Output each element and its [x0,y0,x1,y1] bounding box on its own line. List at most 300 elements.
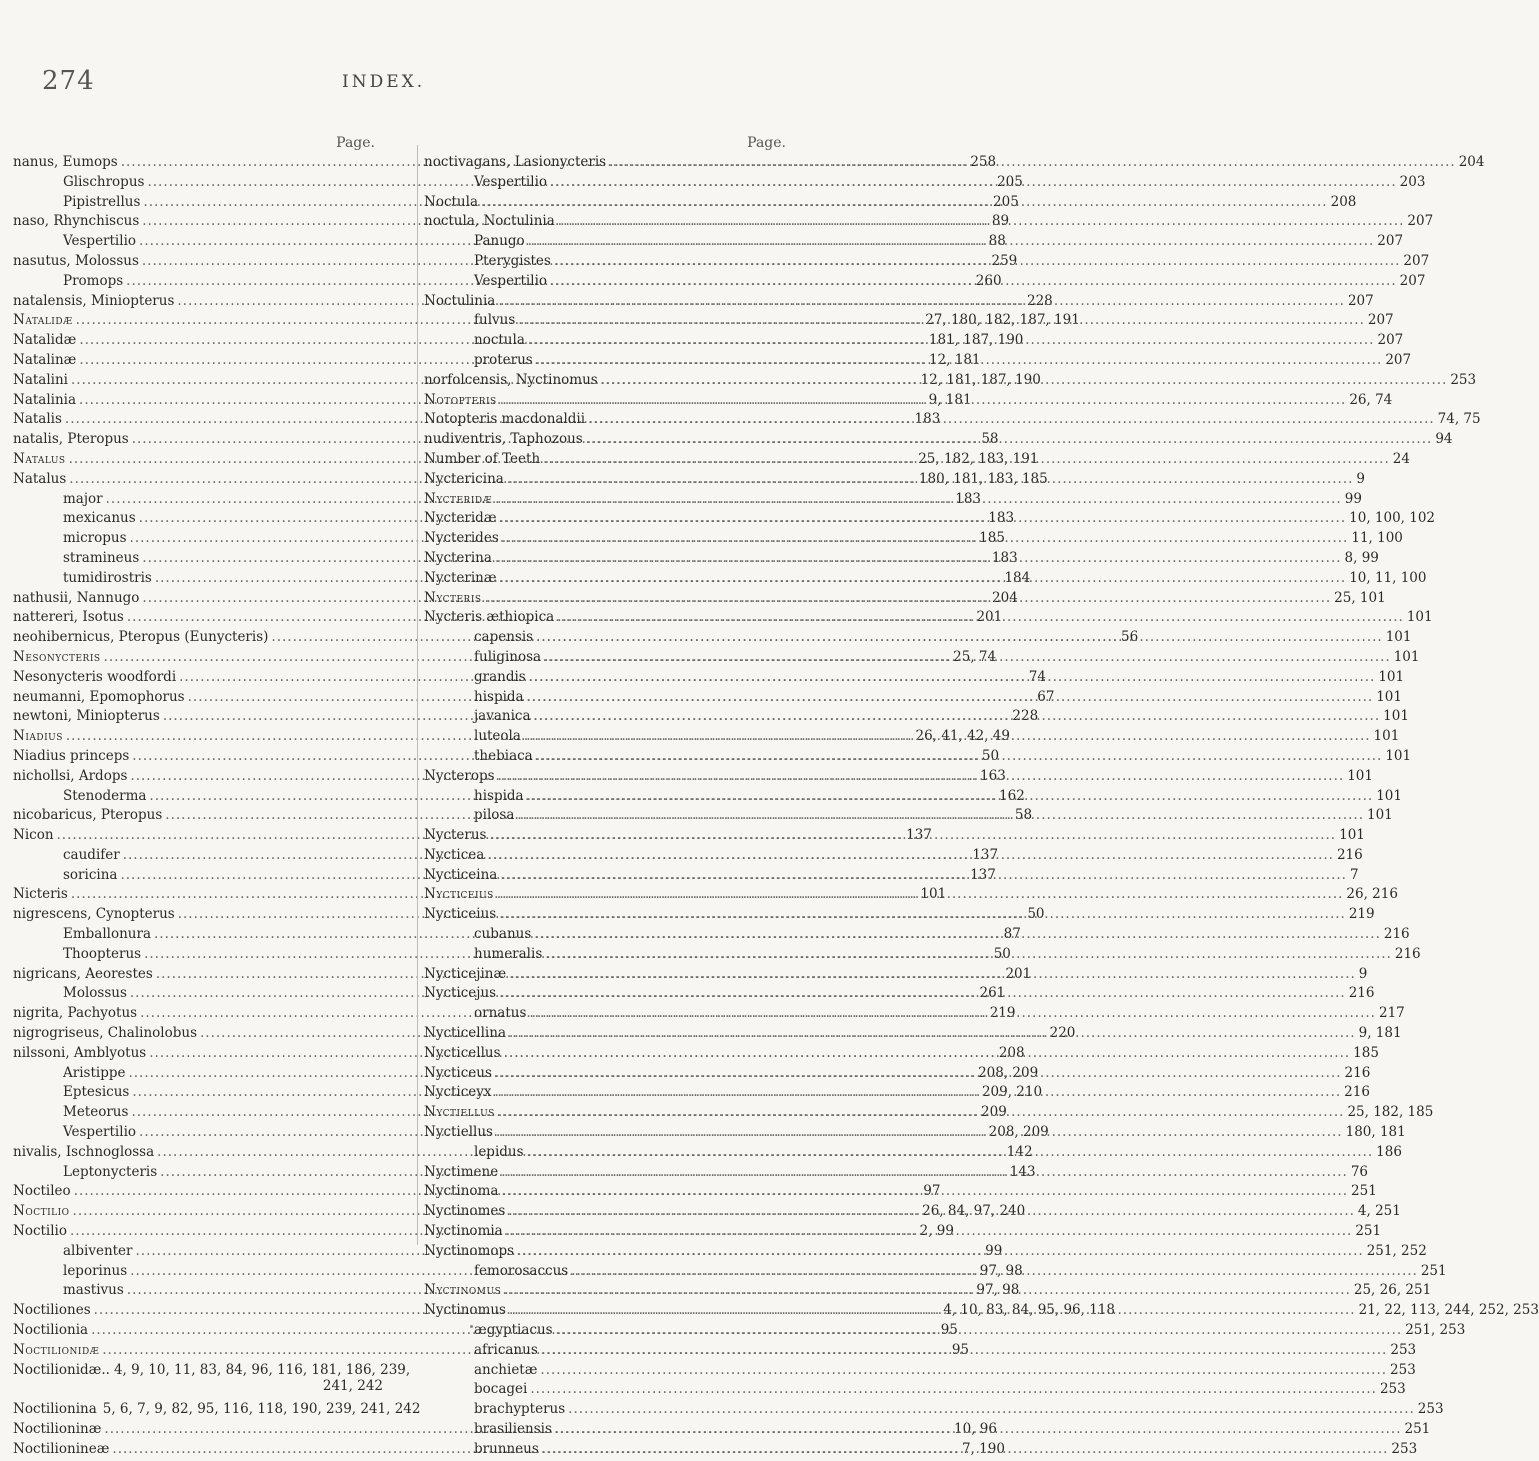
entry-pages: 207 [1399,272,1426,289]
dot-leader [508,1203,1355,1219]
ink-blot [470,1325,473,1328]
entry-pages: 209, 210 [981,1084,1043,1101]
entry-pages: 101 [1367,807,1393,824]
entry-pages: 5, 6, 7, 9, 82, 95, 116, 118, 190, 239, 241, 242 [102,1401,421,1418]
entry-pages: 216 [1383,926,1410,943]
dot-leader [528,233,1375,249]
entry-pages: 25, 101 [1334,589,1386,606]
dot-leader [504,1045,1351,1061]
entry-name: noctula [474,332,525,349]
entry-pages: 4, 251 [1357,1203,1401,1220]
entry-pages: 12, 181 [928,351,981,368]
entry-pages: 184 [1004,569,1031,586]
entry-name: mastivus [63,1282,124,1299]
entry-pages: 97, 98 [979,1262,1023,1279]
entry-name: nichollsi, Ardops [13,767,128,784]
entry-name: Nycticeina [424,866,498,883]
entry-pages: 253 [1390,1361,1416,1378]
entry-name: cubanus [474,926,532,943]
dot-leader [536,352,1383,368]
entry-name: Nyctiellus [424,1104,495,1121]
entry-pages: 258 [970,154,997,170]
dot-leader [557,609,1404,625]
entry-name: luteola [474,728,521,745]
dot-leader [527,788,1374,804]
entry-pages: 12, 181, 187, 190 [920,371,1041,388]
entry-name: Noctiliones [13,1302,91,1319]
dot-leader [501,1183,1348,1199]
entry-pages: 50 [993,945,1011,962]
entry-pages: 208, 209 [978,1064,1039,1081]
entry-pages: 74 [1028,668,1046,685]
entry-name: Meteorus [63,1104,129,1121]
entry-name: Natalus [13,450,66,467]
entry-pages: 10, 100, 102 [1349,510,1436,527]
entry-pages: 87 [1003,926,1021,943]
dot-leader [555,1421,1402,1437]
dot-leader [487,847,1334,863]
entry-name: nilssoni, Amblyotus [13,1044,147,1061]
entry-pages: 207 [1367,312,1394,329]
entry-name: Vespertilio [63,233,137,250]
entry-name: Nyctericina [424,470,504,487]
entry-pages: 180, 181 [1345,1124,1406,1141]
entry-name: naso, Rhynchiscus [13,213,140,230]
entry-pages: 99 [985,1242,1003,1259]
index-entry [424,1381,1406,1401]
dot-leader [498,293,1345,309]
entry-name: Nycticeus [424,1064,492,1081]
entry-pages: 253 [1391,1440,1418,1457]
entry-pages: 181, 187, 190 [928,332,1024,349]
entry-pages: 101 [1393,648,1420,665]
dot-leader [497,886,1344,902]
entry-pages: 9 [1358,965,1368,982]
entry-pages: 7, 190 [962,1440,1005,1457]
entry-name: javanica [474,708,531,725]
dot-leader [500,510,1347,526]
entry-name: Nycticejus [424,985,497,1002]
entry-pages: 228 [1012,708,1039,725]
entry-name: Noctula [424,193,478,210]
entry-pages: 11, 100 [1351,530,1403,547]
entry-name: Aristippe [63,1064,126,1081]
entry-name: Nycterinæ [424,569,497,586]
entry-name: Nycterina [424,549,492,566]
dot-leader [518,312,1365,328]
entry-pages: 26, 74 [1349,391,1393,408]
entry-name: Nycticeyx [424,1084,492,1101]
entry-pages: 207 [1407,213,1434,230]
entry-pages: 219 [989,1005,1016,1022]
entry-name: Nycticellina [424,1025,506,1042]
page-number: 274 [42,66,95,96]
entry-name: soricina [63,866,118,883]
entry-pages: 50 [1027,906,1045,923]
entry-name: Nyctinoma [424,1183,499,1200]
entry-pages: 101 [1339,827,1365,844]
entry-name: Nycterides [424,530,499,547]
entry-pages: 101 [1347,767,1373,784]
page-column-label: Page. [747,135,786,151]
entry-name: Natalidæ [13,312,73,329]
dot-leader [554,253,1401,269]
entry-pages: 204 [1458,154,1485,170]
entry-pages: 216 [1344,1084,1370,1101]
entry-pages: 253 [1450,371,1477,388]
dot-leader [588,411,1435,427]
entry-pages: 4, 10, 83, 84, 95, 96, 118 [943,1302,1115,1319]
entry-pages: 26, 84, 97, 240 [922,1203,1026,1220]
entry-pages: 9 [1356,470,1366,487]
entry-pages: 185 [1353,1044,1379,1061]
entry-name: anchietæ [474,1361,538,1378]
entry-name: Glischropus [63,173,145,190]
entry-name: Vespertilio [474,272,548,289]
entry-name: Natalus [13,470,67,487]
entry-pages: 4, 9, 10, 11, 83, 84, 96, 116, 181, 186, 239, [113,1361,411,1378]
entry-name: Nyctiellus [424,1124,493,1141]
index-entry [13,1401,421,1421]
dot-leader [540,1362,1387,1378]
entry-name: brasiliensis [474,1421,552,1437]
entry-name: femorosaccus [474,1262,569,1279]
entry-name: natalis, Pteropus [13,431,129,448]
page-header [0,66,800,100]
dot-leader [568,1401,1415,1417]
column-divider [417,145,418,1245]
entry-pages: 58 [981,431,999,448]
entry-name: Nycteridæ [424,510,497,527]
entry-pages: 183 [988,510,1015,527]
entry-name: Nesonycteris woodfordi [13,668,177,685]
entry-pages: 253 [1417,1401,1444,1418]
entry-name: Noctilio [13,1223,68,1240]
entry-pages: 185 [979,530,1005,547]
entry-pages: 25, 182, 185 [1347,1104,1434,1121]
dot-leader [490,827,1337,843]
entry-pages: 186 [1376,1143,1402,1160]
entry-pages: 260 [975,272,1002,289]
entry-pages: 101 [1376,787,1402,804]
entry-name: nanus, Eumops [13,154,118,170]
entry-name: Notopteris [424,391,497,408]
entry-name: hispida [474,787,524,804]
dot-leader [571,1263,1418,1279]
dot-leader [586,431,1433,447]
entry-pages: 216 [1394,945,1421,962]
dot-leader [485,590,1332,606]
entry-pages: 251, 253 [1405,1322,1466,1339]
entry-pages: 7 [1349,866,1359,883]
entry-pages: 26, 41, 42, 49 [915,728,1010,745]
entry-name: Nicteris [13,886,68,903]
entry-pages: 142 [1006,1143,1033,1160]
entry-name: Nyctimene [424,1163,499,1180]
entry-name: leporinus [63,1262,128,1279]
entry-name: nivalis, Ischnoglossa [13,1143,155,1160]
entry-name: neohibernicus, Pteropus (Eunycteris) [13,629,269,646]
dot-leader [509,1025,1356,1041]
entry-name: Nyctinomia [424,1223,503,1240]
entry-pages: 208, 209 [988,1124,1049,1141]
entry-name: nicobaricus, Pteropus [13,807,163,824]
entry-pages: 208 [1330,193,1357,210]
dot-leader [601,372,1448,388]
dot-leader [500,867,1347,883]
entry-name: Molossus [63,985,127,1002]
entry-pages: 251 [1351,1183,1377,1200]
entry-pages: 25, 74 [953,648,997,665]
entry-pages: 137 [972,846,999,863]
entry-name: Nyctinomus [424,1282,502,1299]
entry-name: Nyctinomops [424,1242,515,1259]
entry-pages: 183 [914,411,941,428]
entry-pages: 207 [1403,252,1430,269]
dot-leader [524,728,1371,744]
dot-leader [502,530,1349,546]
entry-name: Pipistrellus [63,193,141,210]
entry-name: bocagei [474,1381,528,1398]
dot-leader [534,926,1381,942]
dot-leader [542,1441,1389,1457]
entry-name: Emballonura [63,926,152,943]
entry-name: nigricans, Aeorestes [13,965,153,982]
entry-name: nathusii, Nannugo [13,589,140,606]
running-head: INDEX. [342,72,426,92]
entry-pages: 97, 98 [976,1282,1020,1299]
entry-name: Natalini [13,371,68,388]
dot-leader [534,708,1381,724]
entry-pages: 99 [1344,490,1362,507]
entry-name: Natalinia [13,391,77,408]
dot-leader [504,1282,1351,1298]
entry-pages: 9, 181 [1358,1025,1402,1042]
entry-pages: 253 [1379,1381,1406,1398]
entry-pages: 209 [981,1104,1007,1121]
entry-name: Leptonycteris [63,1163,158,1180]
entry-pages: 50 [981,747,1000,764]
entry-name: Natalidæ [13,332,77,349]
entry-name: mexicanus [63,510,136,527]
entry-pages: 101 [1378,668,1405,685]
entry-name: Nycticeius [424,886,494,903]
dot-leader [517,1243,1364,1259]
entry-pages: 219 [1348,906,1375,923]
entry-pages: 207 [1377,233,1404,250]
entry-pages: 180, 181, 183, 185 [918,470,1048,487]
entry-pages: 101 [1376,688,1402,705]
entry-pages: 207 [1377,332,1404,349]
entry-name: Pterygistes [474,252,551,269]
entry-pages: 216 [1348,985,1375,1002]
dot-leader [506,1223,1353,1239]
entry-name: noctivagans, Lasionycteris [424,154,607,170]
entry-name: Niadius princeps [13,747,130,764]
entry-name: Nicon [13,827,54,844]
entry-name: grandis [474,668,526,685]
entry-name: capensis [474,629,534,646]
entry-pages: 137 [906,827,932,844]
entry-name: major [63,490,103,507]
entry-pages: 205 [997,173,1023,190]
entry-pages: 89 [991,213,1010,230]
dot-leader [544,649,1391,665]
entry-name: Vespertilio [474,173,548,190]
entry-pages: 101 [1383,708,1409,725]
entry-name: Noctilionineæ [13,1440,110,1457]
entry-name: stramineus [63,549,140,566]
entry-name: nigrita, Pachyotus [13,1005,138,1022]
entry-name: Thoopterus [63,945,142,962]
dot-leader [498,1104,1345,1120]
entry-name: Noctilionina [13,1401,97,1418]
entry-pages: 137 [970,866,996,883]
entry-name: Noctileo [13,1183,71,1200]
dot-leader [556,1322,1403,1338]
entry-pages: 25, 26, 251 [1353,1282,1432,1299]
entry-name: Noctilio [13,1203,70,1220]
entry-pages: 162 [999,787,1025,804]
entry-pages: 101 [1406,609,1433,626]
entry-name: nattereri, Isotus [13,609,124,626]
entry-name: Noctilionidæ [13,1341,100,1358]
entry-name: Niadius [13,728,63,745]
entry-pages: 10, 11, 100 [1349,569,1427,586]
entry-name: nigrogriseus, Chalinolobus [13,1025,198,1042]
dot-leader [481,194,1328,210]
entry-name: Noctilionidæ.. [13,1361,110,1378]
entry-name: Nycteridæ [424,490,493,507]
dot-leader [496,1124,1343,1140]
entry-name: noctula, Noctulinia [424,213,555,230]
entry-name: humeralis [474,945,543,962]
dot-leader [545,946,1392,962]
entry-pages: 88 [988,233,1006,250]
dot-leader [498,768,1345,784]
entry-pages: 204 [992,589,1018,606]
entry-name: hispida [474,688,524,705]
dot-leader [541,1342,1388,1358]
entry-name: Nycticeius [424,906,497,923]
entry-pages: 2, 99 [919,1223,954,1240]
entry-name: Nyctinomus [424,1302,506,1319]
entry-pages: 163 [980,767,1006,784]
entry-name: Stenoderma [63,787,147,804]
entry-name: africanus [474,1341,538,1358]
entry-pages: 259 [991,252,1018,269]
entry-pages: 220 [1049,1025,1076,1042]
entry-name: Nycticellus [424,1044,501,1061]
dot-leader [536,748,1383,764]
dot-leader [500,392,1347,408]
entry-pages: 25, 182, 183, 191 [918,450,1039,467]
entry-name: pilosa [474,807,515,824]
entry-pages: 101 [1385,629,1412,646]
entry-name: tumidirostris [63,569,152,586]
entry-name: caudifer [63,846,120,863]
entry-pages: 261 [979,985,1006,1002]
entry-name: ornatus [474,1005,527,1022]
dot-leader [499,985,1346,1001]
entry-pages: 101 [1385,747,1412,764]
entry-pages: 9, 181 [928,391,972,408]
entry-name: Vespertilio [63,1124,137,1141]
entry-name: albiventer [63,1242,133,1259]
dot-leader [550,174,1397,190]
entry-name: Nycteris [424,589,482,606]
entry-pages: 251 [1420,1262,1447,1279]
entry-pages: 207 [1385,351,1412,368]
dot-leader [536,629,1383,645]
dot-leader [543,451,1390,467]
dot-leader [501,1164,1348,1180]
entry-pages: 56 [1121,629,1139,646]
entry-pages: 143 [1009,1163,1036,1180]
entry-pages: 76 [1350,1163,1369,1180]
dot-leader [527,689,1374,705]
index-entry [13,1361,411,1402]
dot-leader [509,966,1356,982]
entry-name: thebiaca [474,747,533,764]
entry-pages: 207 [1347,292,1374,309]
entry-name: Nycticea [424,846,485,863]
index-entry [424,1401,1444,1421]
dot-leader [517,807,1364,823]
entry-pages: 228 [1027,292,1053,309]
dot-leader [530,1381,1377,1397]
dot-leader [558,213,1405,229]
entry-pages: 26, 216 [1346,886,1398,903]
entry-pages: 217 [1378,1005,1405,1022]
entry-pages: 67 [1037,688,1055,705]
entry-pages: 201 [1005,965,1032,982]
dot-leader [495,1084,1342,1100]
dot-leader [529,669,1376,685]
entry-pages: 183 [991,549,1018,566]
entry-name: ægyptiacus [474,1322,553,1339]
entry-name: fuliginosa [474,648,542,665]
entry-name: Panugo [474,233,525,250]
dot-leader [507,471,1354,487]
entry-name: brachypterus [474,1401,566,1418]
entry-pages: 201 [976,609,1003,626]
entry-name: norfolcensis, Nyctinomus [424,371,598,388]
entry-pages: 74, 75 [1437,411,1481,428]
dot-leader [495,1065,1342,1081]
dot-leader [495,491,1342,507]
entry-name: fulvus [474,312,516,329]
dot-leader [527,1144,1374,1160]
entry-name: Nycteris æthiopica [424,609,555,626]
entry-name: Nycticejinæ [424,965,507,982]
entry-name: Natalis [13,411,62,428]
dot-leader [550,273,1397,289]
entry-name: Nesonycteris [13,648,101,665]
entry-pages: 208 [998,1044,1025,1061]
entry-name: Eptesicus [63,1084,130,1101]
dot-leader [609,154,1456,170]
entry-pages: 216 [1336,846,1363,863]
entry-name: newtoni, Miniopterus [13,708,160,725]
entry-name: Nycterops [424,767,495,784]
dot-leader [529,1005,1376,1021]
entry-name: Natalinæ [13,351,77,368]
entry-pages: 251, 252 [1366,1242,1427,1259]
entry-name: neumanni, Epomophorus [13,688,185,705]
entry-pages: 253 [1390,1341,1417,1358]
entry-name: Noctilionia [13,1322,89,1339]
